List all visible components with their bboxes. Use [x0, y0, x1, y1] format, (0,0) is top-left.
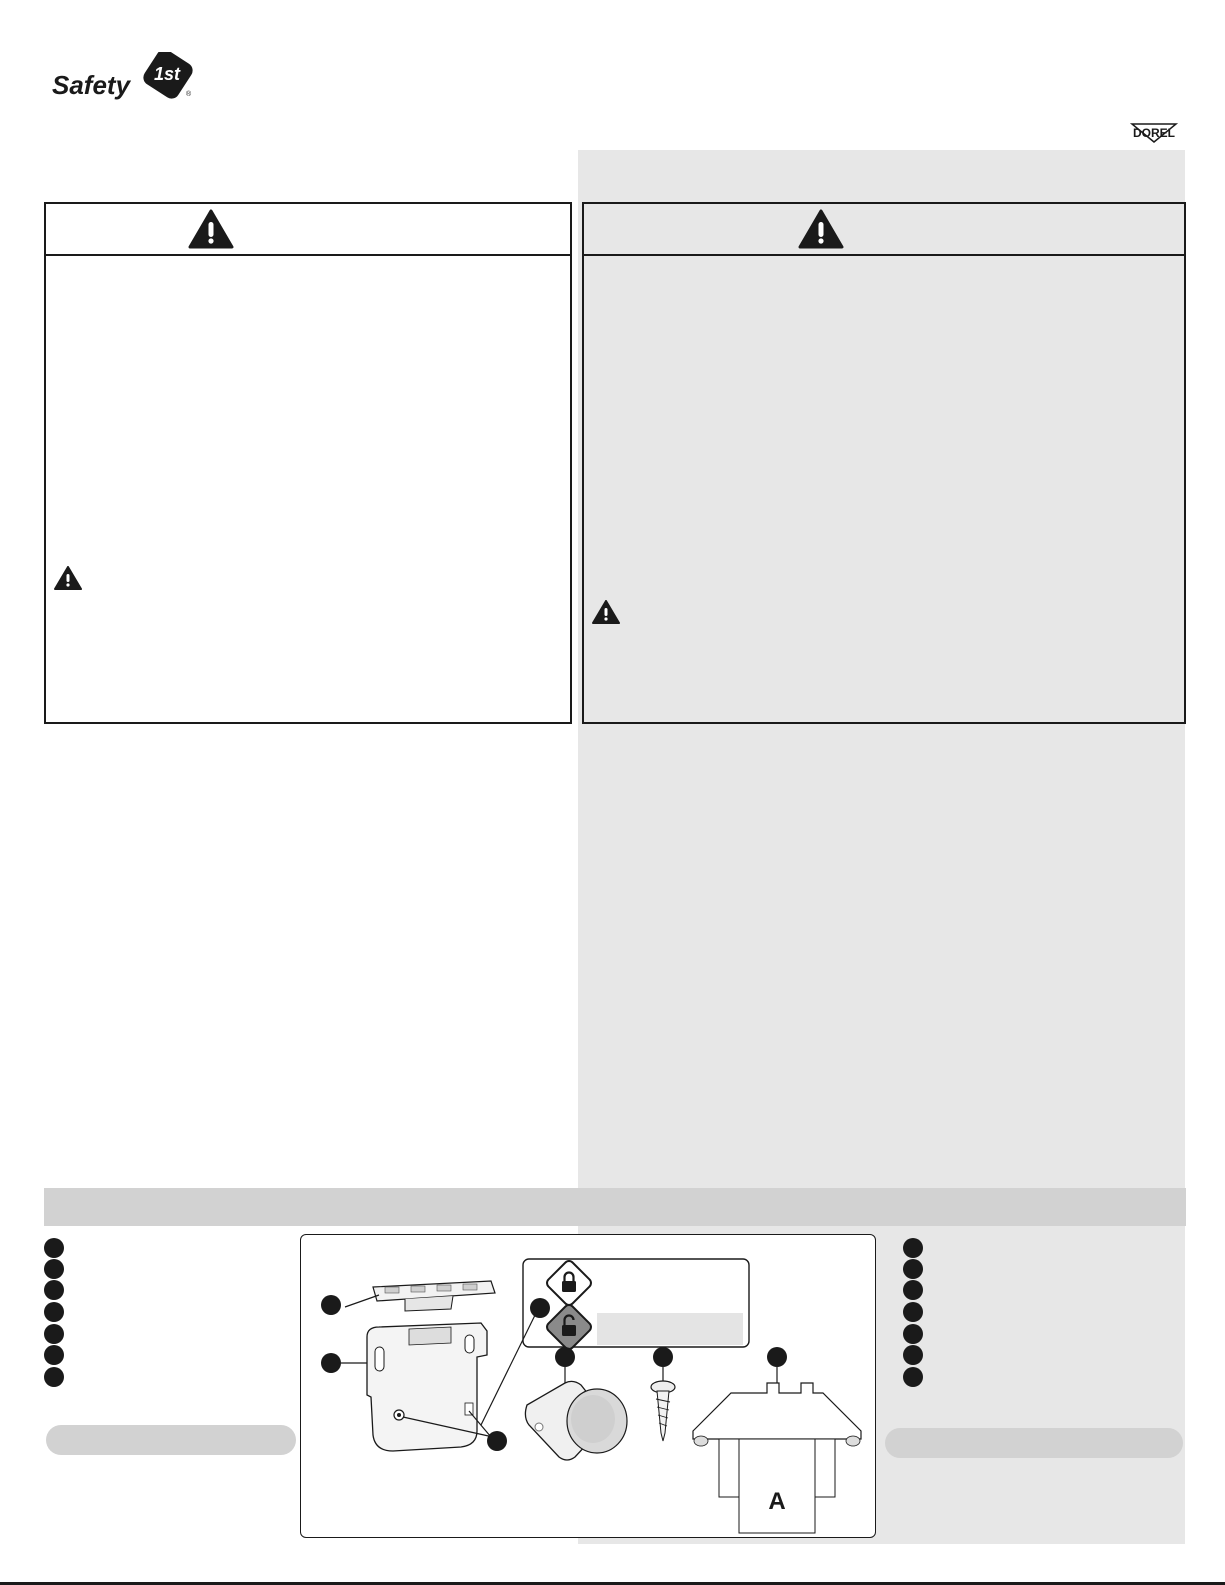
dorel-logo-text: DOREL	[1133, 126, 1175, 140]
list-item	[903, 1367, 923, 1387]
magnetic-key-part	[525, 1347, 627, 1460]
latch-body-part	[321, 1323, 507, 1451]
parts-list-left	[44, 1238, 304, 1388]
list-item	[44, 1324, 64, 1344]
logo-badge-text: 1st	[154, 64, 181, 84]
list-item	[44, 1280, 64, 1300]
screw-part	[651, 1347, 675, 1441]
safety-1st-logo	[50, 52, 195, 100]
list-item	[903, 1280, 923, 1300]
logo-wordmark: Safety	[52, 70, 131, 100]
list-item	[903, 1324, 923, 1344]
parts-diagram	[300, 1234, 876, 1538]
installation-template-part	[693, 1347, 861, 1533]
parts-list-right	[903, 1238, 1163, 1388]
warning-triangle-icon	[592, 600, 620, 624]
dorel-logo	[1128, 120, 1180, 144]
list-item	[44, 1367, 64, 1387]
parts-header-bar	[44, 1188, 1186, 1226]
warning-box-right	[582, 202, 1186, 724]
list-item	[44, 1259, 64, 1279]
warning-header-right	[584, 204, 1184, 256]
list-item	[44, 1238, 64, 1258]
list-item	[903, 1302, 923, 1322]
warning-header-left	[46, 204, 570, 256]
list-item	[44, 1302, 64, 1322]
logo-registered-mark: ®	[186, 91, 192, 98]
list-item	[44, 1345, 64, 1365]
warning-triangle-icon	[188, 209, 234, 249]
template-letter-label: A	[768, 1488, 786, 1515]
warning-triangle-icon	[798, 209, 844, 249]
list-item	[903, 1259, 923, 1279]
parts-note-pill-left	[46, 1425, 296, 1455]
list-item	[903, 1238, 923, 1258]
latch-bar-part	[321, 1281, 495, 1315]
parts-note-pill-right	[885, 1428, 1183, 1458]
warning-triangle-icon	[54, 566, 82, 590]
list-item	[903, 1345, 923, 1365]
warning-box-left	[44, 202, 572, 724]
